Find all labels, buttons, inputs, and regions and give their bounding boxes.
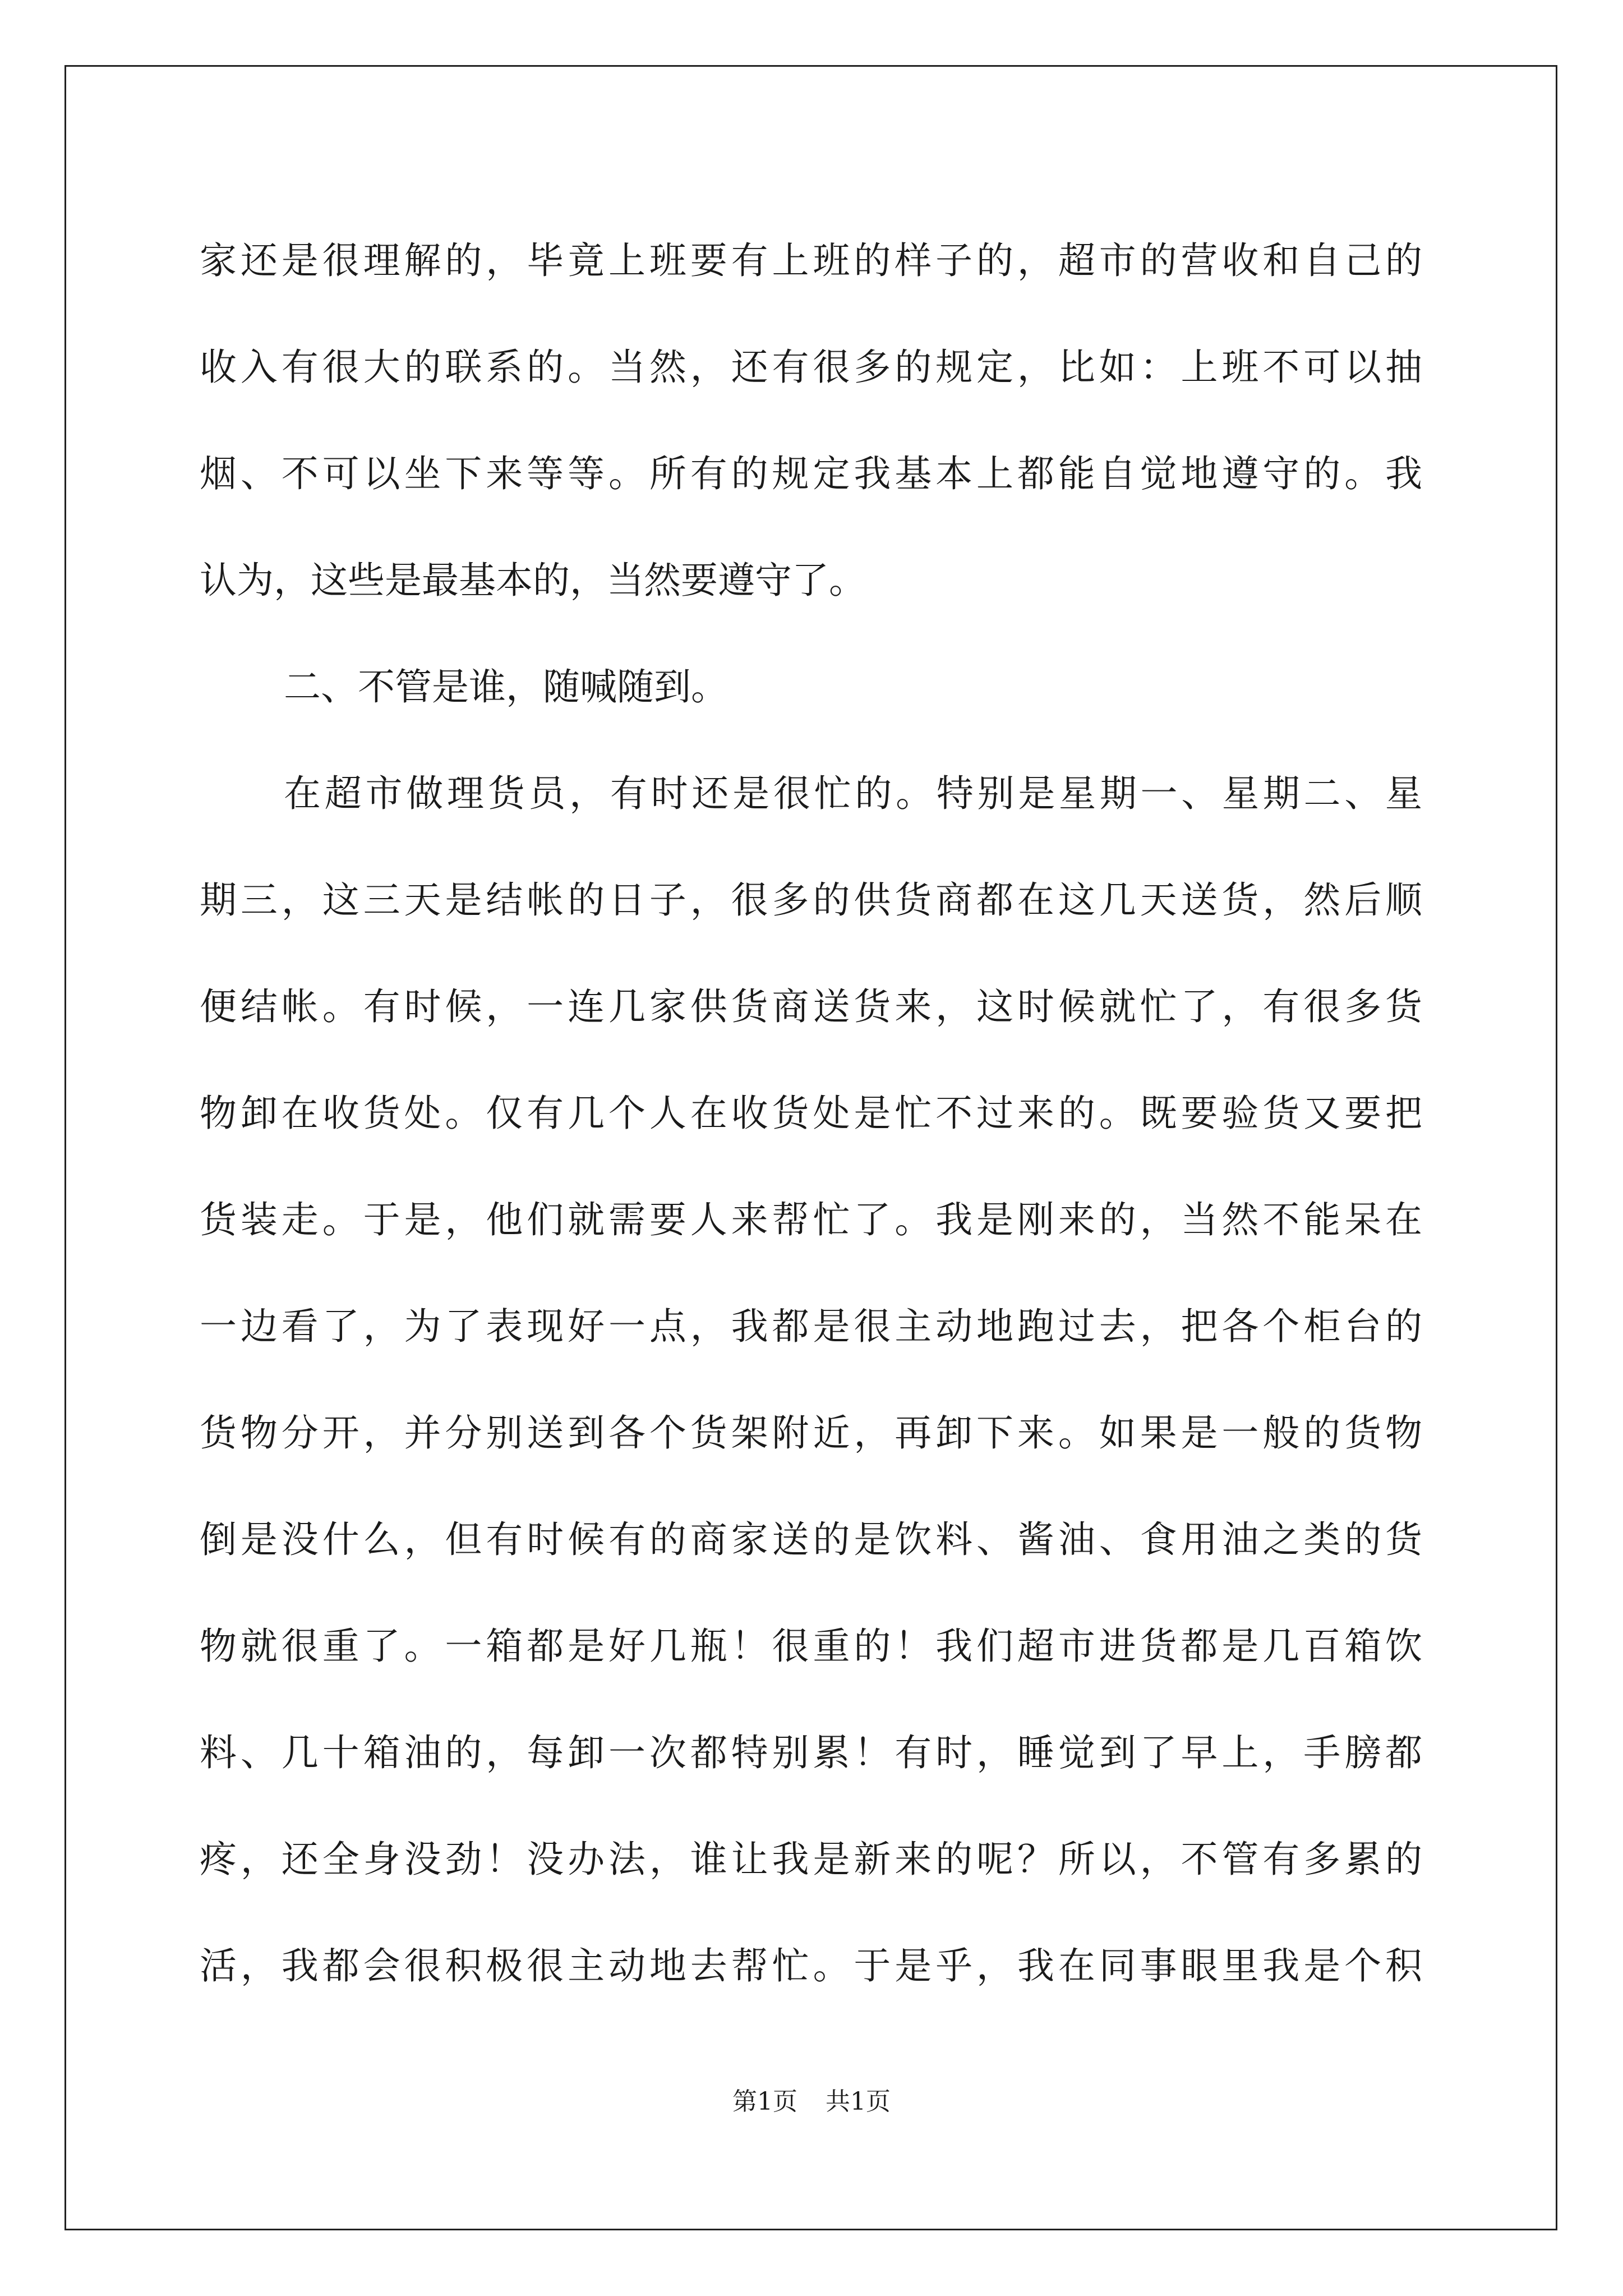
- text-line: 期三，这三天是结帐的日子，很多的供货商都在这几天送货，然后顺: [200, 878, 1422, 922]
- page-footer: [0, 2081, 1623, 2117]
- text-line: 货装走。于是，他们就需要人来帮忙了。我是刚来的，当然不能呆在: [200, 1198, 1422, 1241]
- page-number: 第1页: [732, 2087, 797, 2116]
- text-line: 物就很重了。一箱都是好几瓶！很重的！我们超市进货都是几百箱饮: [200, 1625, 1422, 1668]
- text-line: 便结帐。有时候，一连几家供货商送货来，这时候就忙了，有很多货: [200, 985, 1422, 1028]
- text-line: 烟、不可以坐下来等等。所有的规定我基本上都能自觉地遵守的。我: [200, 452, 1422, 495]
- section-heading: [200, 634, 1422, 740]
- text-line: 物卸在收货处。仅有几个人在收货处是忙不过来的。既要验货又要把: [200, 1092, 1422, 1135]
- text-line: 货物分开，并分别送到各个货架附近，再卸下来。如果是一般的货物: [200, 1411, 1422, 1455]
- text-line: 家还是很理解的，毕竟上班要有上班的样子的，超市的营收和自己的: [200, 239, 1422, 282]
- paragraph: [200, 208, 1422, 634]
- text-line: 一边看了，为了表现好一点，我都是很主动地跑过去，把各个柜台的: [200, 1305, 1422, 1348]
- text-line: 认为，这些是最基本的，当然要遵守了。: [200, 559, 866, 602]
- text-line: 倒是没什么，但有时候有的商家送的是饮料、酱油、食用油之类的货: [200, 1518, 1422, 1561]
- text-line: 收入有很大的联系的。当然，还有很多的规定，比如：上班不可以抽: [200, 346, 1422, 389]
- text-line: 二、不管是谁，随喊随到。: [284, 665, 728, 708]
- page-total: 共1页: [826, 2087, 891, 2116]
- text-line: 在超市做理货员，有时还是很忙的。特别是星期一、星期二、星: [284, 772, 1422, 815]
- text-line: 疼，还全身没劲！没办法，谁让我是新来的呢？所以，不管有多累的: [200, 1838, 1422, 1881]
- text-line: 料、几十箱油的，每卸一次都特别累！有时，睡觉到了早上，手膀都: [200, 1731, 1422, 1774]
- document-body: [200, 208, 1422, 2019]
- text-line: 活，我都会很积极很主动地去帮忙。于是乎，我在同事眼里我是个积: [200, 1944, 1422, 1987]
- paragraph: [200, 740, 1422, 2019]
